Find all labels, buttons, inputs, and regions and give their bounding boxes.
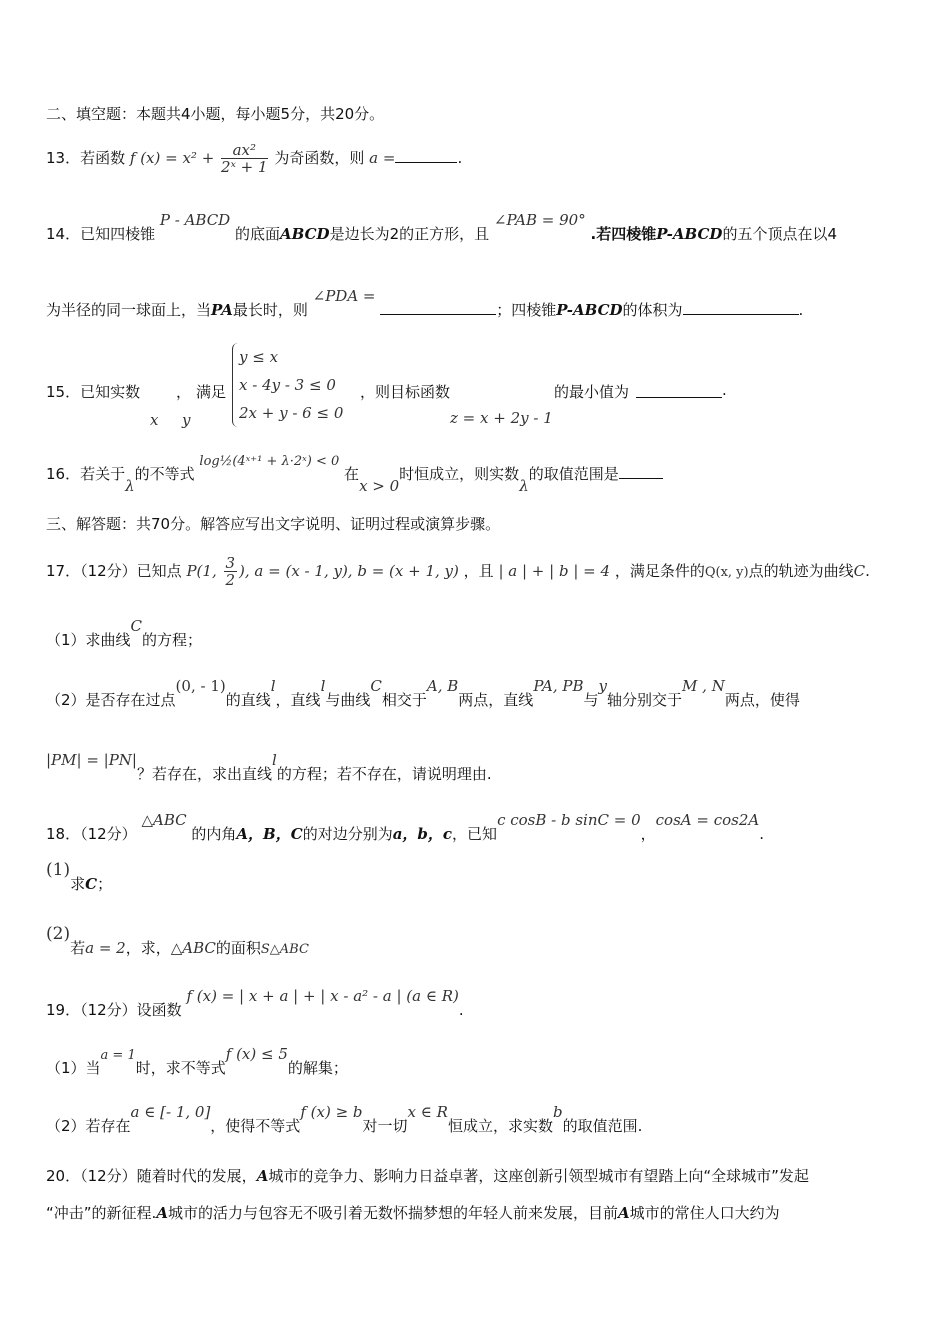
question-18: 18．（12分） △ABC 的内角A，B，C的对边分别为a，b，c，已知c cosB - b sinC = 0，cosA = cos2A. bbox=[46, 811, 765, 843]
question-17-part2-line2: |PM| = |PN|？若存在，求出直线l的方程；若不存在，请说明理由. bbox=[46, 751, 492, 783]
section-2-heading: 二、填空题：本题共4小题，每小题5分，共20分。 bbox=[46, 105, 385, 123]
q14-volume-blank[interactable] bbox=[683, 300, 799, 315]
q13-fraction: $\frac{\text{ax²}}{\text{2ˣ + 1}}$ bbox=[221, 141, 268, 176]
question-17-part2: （2）是否存在过点(0, - 1)的直线l，直线l与曲线C相交于A, B两点，直线PA, PB与y轴分别交于M , N两点，使得 bbox=[46, 677, 800, 709]
question-19-part1: （1）当a = 1时，求不等式f (x) ≤ 5的解集； bbox=[46, 1045, 348, 1077]
question-19-part2: （2）若存在a ∈ [- 1, 0]，使得不等式f (x) ≥ b对一切x ∈ R恒成立，求实数b的取值范围. bbox=[46, 1103, 643, 1135]
question-18-part1: (1)求C； bbox=[46, 860, 113, 893]
question-13: 13．若函数 f (x) = x² + $\frac{\text{ax²}}{\text{2ˣ + 1}}$ 为奇函数，则 a = . bbox=[46, 141, 463, 176]
question-19: 19．（12分）设函数 f (x) = | x + a | + | x - a² - a | (a ∈ R). bbox=[46, 987, 464, 1019]
question-14-line2: 为半径的同一球面上，当PA最长时，则 ∠PDA = ；四棱锥P-ABCD的体积为 . bbox=[46, 287, 804, 319]
q15-constraint-system: y ≤ x x - 4y - 3 ≤ 0 2x + y - 6 ≤ 0 bbox=[232, 343, 343, 427]
q15-answer-blank[interactable] bbox=[636, 383, 722, 398]
section-3-heading: 三、解答题：共70分。解答应写出文字说明、证明过程或演算步骤。 bbox=[46, 515, 501, 533]
question-16: 16．若关于λ的不等式 log½(4ˣ⁺¹ + λ·2ˣ) < 0 在x > 0时恒成立，则实数λ的取值范围是 bbox=[46, 454, 910, 496]
q13-answer-blank[interactable] bbox=[395, 148, 457, 163]
question-14: 14．已知四棱锥 P - ABCD 的底面ABCD是边长为2的正方形，且 ∠PAB = 90° .若四棱锥P-ABCD的五个顶点在以4 bbox=[46, 211, 837, 243]
q17-fraction: $\frac{3}{2}$ bbox=[225, 554, 236, 589]
question-15: 15．已知实数 ， 满足 x y y ≤ x x - 4y - 3 ≤ 0 2x + y - 6 ≤ 0 ，则目标函数 z = x + 2y - 1 的最小值为 . bbox=[46, 343, 910, 433]
question-20: 20．（12分）随着时代的发展，A城市的竞争力、影响力日益卓著，这座创新引领型城市有望踏上向“全球城市”发起 bbox=[46, 1167, 809, 1185]
question-17-part1: （1）求曲线C的方程； bbox=[46, 617, 203, 649]
question-17: 17．（12分）已知点 P(1, $\frac{3}{2}$ ), a = (x - 1, y), b = (x + 1, y) ，且 | a | + | b | = 4 ，满足条件的Q(x, y)点的轨迹为曲线C. bbox=[46, 554, 870, 589]
question-20-line2: “冲击”的新征程.A城市的活力与包容无不吸引着无数怀揣梦想的年轻人前来发展，目前A城市的常住人口大约为 bbox=[46, 1204, 780, 1222]
q14-angle-blank[interactable] bbox=[380, 300, 496, 315]
q16-answer-blank[interactable] bbox=[619, 464, 663, 479]
q13-function: f (x) = x² + bbox=[129, 149, 220, 167]
question-18-part2: (2)若a = 2，求，△ABC的面积S△ABC bbox=[46, 924, 309, 957]
